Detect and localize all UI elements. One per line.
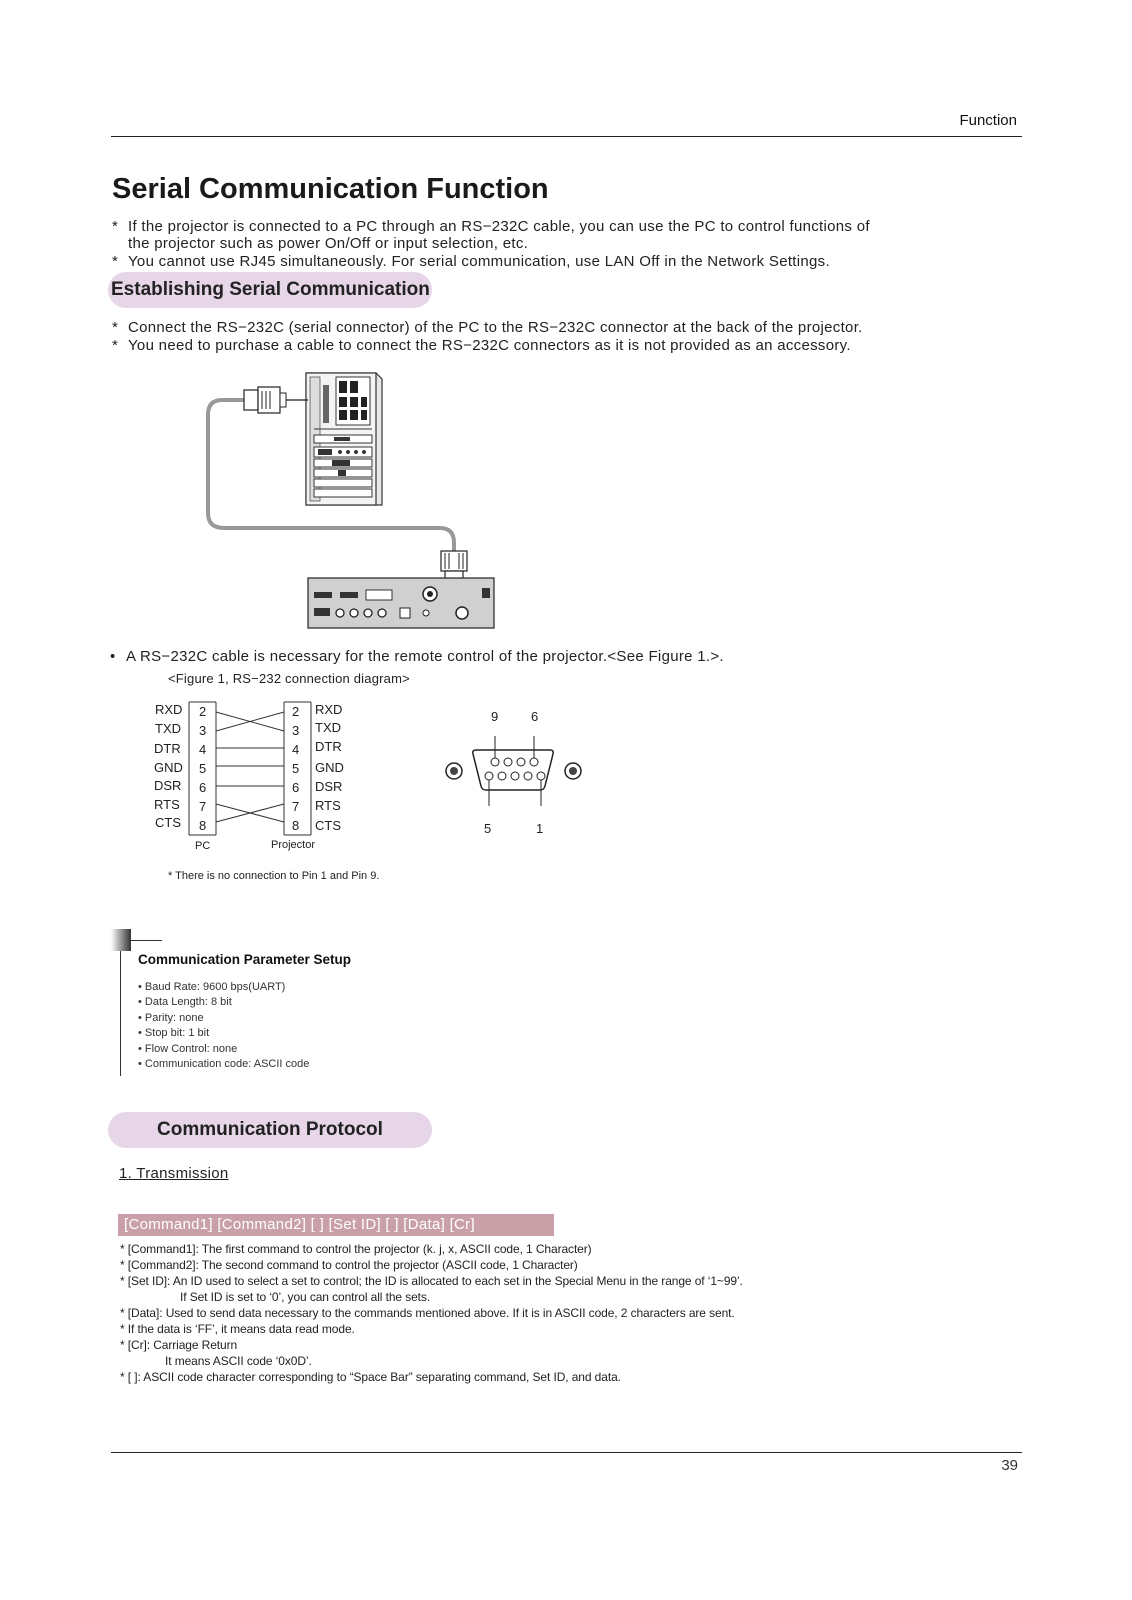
pc-pin-signal: CTS [155, 815, 181, 830]
dsub-connector-icon [440, 736, 590, 806]
footer-rule [111, 1452, 1022, 1453]
pc-pin-number: 2 [199, 704, 207, 719]
pc-tower-icon [306, 373, 382, 505]
projector-pin-number: 8 [292, 818, 300, 833]
param-item: • Baud Rate: 9600 bps(UART) [138, 981, 286, 993]
pc-pin-signal: GND [154, 760, 183, 775]
dsub-pin-6-label: 6 [531, 709, 539, 724]
figure-caption: <Figure 1, RS−232 connection diagram> [168, 671, 410, 686]
dsub-pin-9-label: 9 [491, 709, 499, 724]
intro-note-1-cont: the projector such as power On/Off or input selection, etc. [128, 235, 529, 252]
pc-pin-signal: RTS [154, 797, 180, 812]
pc-label: PC [195, 840, 211, 852]
dsub-pin-1-label: 1 [536, 821, 544, 836]
projector-pin-number: 7 [292, 799, 300, 814]
protocol-heading: Communication Protocol [108, 1112, 432, 1148]
projector-pin-signal: RTS [315, 798, 341, 813]
header-rule [111, 136, 1022, 137]
establishing-heading: Establishing Serial Communication [108, 272, 432, 308]
projector-pin-number: 6 [292, 780, 300, 795]
establishing-bullet-2: * You need to purchase a cable to connect the RS−232C connectors as it is not provided as an accessory. [112, 337, 851, 354]
param-title: Communication Parameter Setup [138, 952, 352, 967]
pin-note: * There is no connection to Pin 1 and Pin 9. [168, 870, 380, 882]
intro-note-2: * You cannot use RJ45 simultaneously. For serial communication, use LAN Off in the Network Settings. [112, 253, 830, 270]
projector-pin-signal: TXD [315, 720, 341, 735]
param-item: • Data Length: 8 bit [138, 996, 232, 1008]
param-box-corner [111, 929, 131, 951]
page-title: Serial Communication Function [112, 173, 549, 205]
command-format-bar: [Command1] [Command2] [ ] [Set ID] [ ] [Data] [Cr] [118, 1214, 554, 1236]
transmission-label: 1. Transmission [119, 1165, 229, 1182]
pc-pin-number: 5 [199, 761, 207, 776]
protocol-line: If Set ID is set to ‘0’, you can control all the sets. [180, 1290, 431, 1304]
db9-plug-icon [244, 387, 308, 413]
param-item: • Flow Control: none [138, 1043, 238, 1055]
protocol-line: It means ASCII code ‘0x0D’. [165, 1354, 312, 1368]
protocol-line: * [Set ID]: An ID used to select a set to control; the ID is allocated to each set in the Special Menu in the range of ‘1~99’. [120, 1274, 743, 1288]
projector-label: Projector [271, 839, 316, 851]
projector-pin-number: 3 [292, 723, 300, 738]
pc-pin-number: 3 [199, 723, 207, 738]
protocol-line: * [Cr]: Carriage Return [120, 1338, 238, 1352]
pc-pin-number: 8 [199, 818, 207, 833]
param-box-sideline [120, 951, 121, 1076]
establishing-bullet-1: * Connect the RS−232C (serial connector) of the PC to the RS−232C connector at the back of the projector. [112, 319, 863, 336]
intro-note-1: * If the projector is connected to a PC through an RS−232C cable, you can use the PC to control functions of [112, 218, 870, 235]
protocol-line: * [Command2]: The second command to control the projector (ASCII code, 1 Character) [120, 1258, 578, 1272]
pc-pin-signal: DTR [154, 741, 181, 756]
protocol-line: * [Data]: Used to send data necessary to the commands mentioned above. If it is in ASCII code, 2 characters are sent. [120, 1306, 735, 1320]
wiring-lines [148, 698, 468, 858]
pc-pin-signal: RXD [155, 702, 183, 717]
projector-pin-signal: RXD [315, 702, 343, 717]
projector-pin-signal: GND [315, 760, 344, 775]
projector-pin-number: 5 [292, 761, 300, 776]
projector-pin-number: 4 [292, 742, 300, 757]
connection-illustration [200, 365, 510, 640]
param-item: • Stop bit: 1 bit [138, 1027, 210, 1039]
param-item: • Communication code: ASCII code [138, 1058, 310, 1070]
projector-panel-icon [308, 578, 494, 628]
pin-diagram [148, 698, 468, 858]
projector-pin-signal: DSR [315, 779, 343, 794]
protocol-line: * [Command1]: The first command to control the projector (k. j, x, ASCII code, 1 Character) [120, 1242, 592, 1256]
projector-pin-number: 2 [292, 704, 300, 719]
pc-pin-number: 4 [199, 742, 207, 757]
projector-pin-signal: DTR [315, 739, 342, 754]
param-box-topline [130, 940, 162, 941]
protocol-line: * [ ]: ASCII code character corresponding to “Space Bar” separating command, Set ID, and data. [120, 1370, 621, 1384]
projector-pin-signal: CTS [315, 818, 341, 833]
dsub-pin-5-label: 5 [484, 821, 492, 836]
section-label: Function [959, 112, 1017, 129]
pc-pin-number: 6 [199, 780, 207, 795]
pc-pin-signal: DSR [154, 778, 182, 793]
protocol-line: * If the data is ‘FF’, it means data read mode. [120, 1322, 355, 1336]
cable-note: • A RS−232C cable is necessary for the remote control of the projector.<See Figure 1.>. [110, 648, 724, 665]
page-number: 39 [1001, 1457, 1018, 1474]
pc-pin-signal: TXD [155, 721, 181, 736]
param-item: • Parity: none [138, 1012, 204, 1024]
pc-pin-number: 7 [199, 799, 207, 814]
